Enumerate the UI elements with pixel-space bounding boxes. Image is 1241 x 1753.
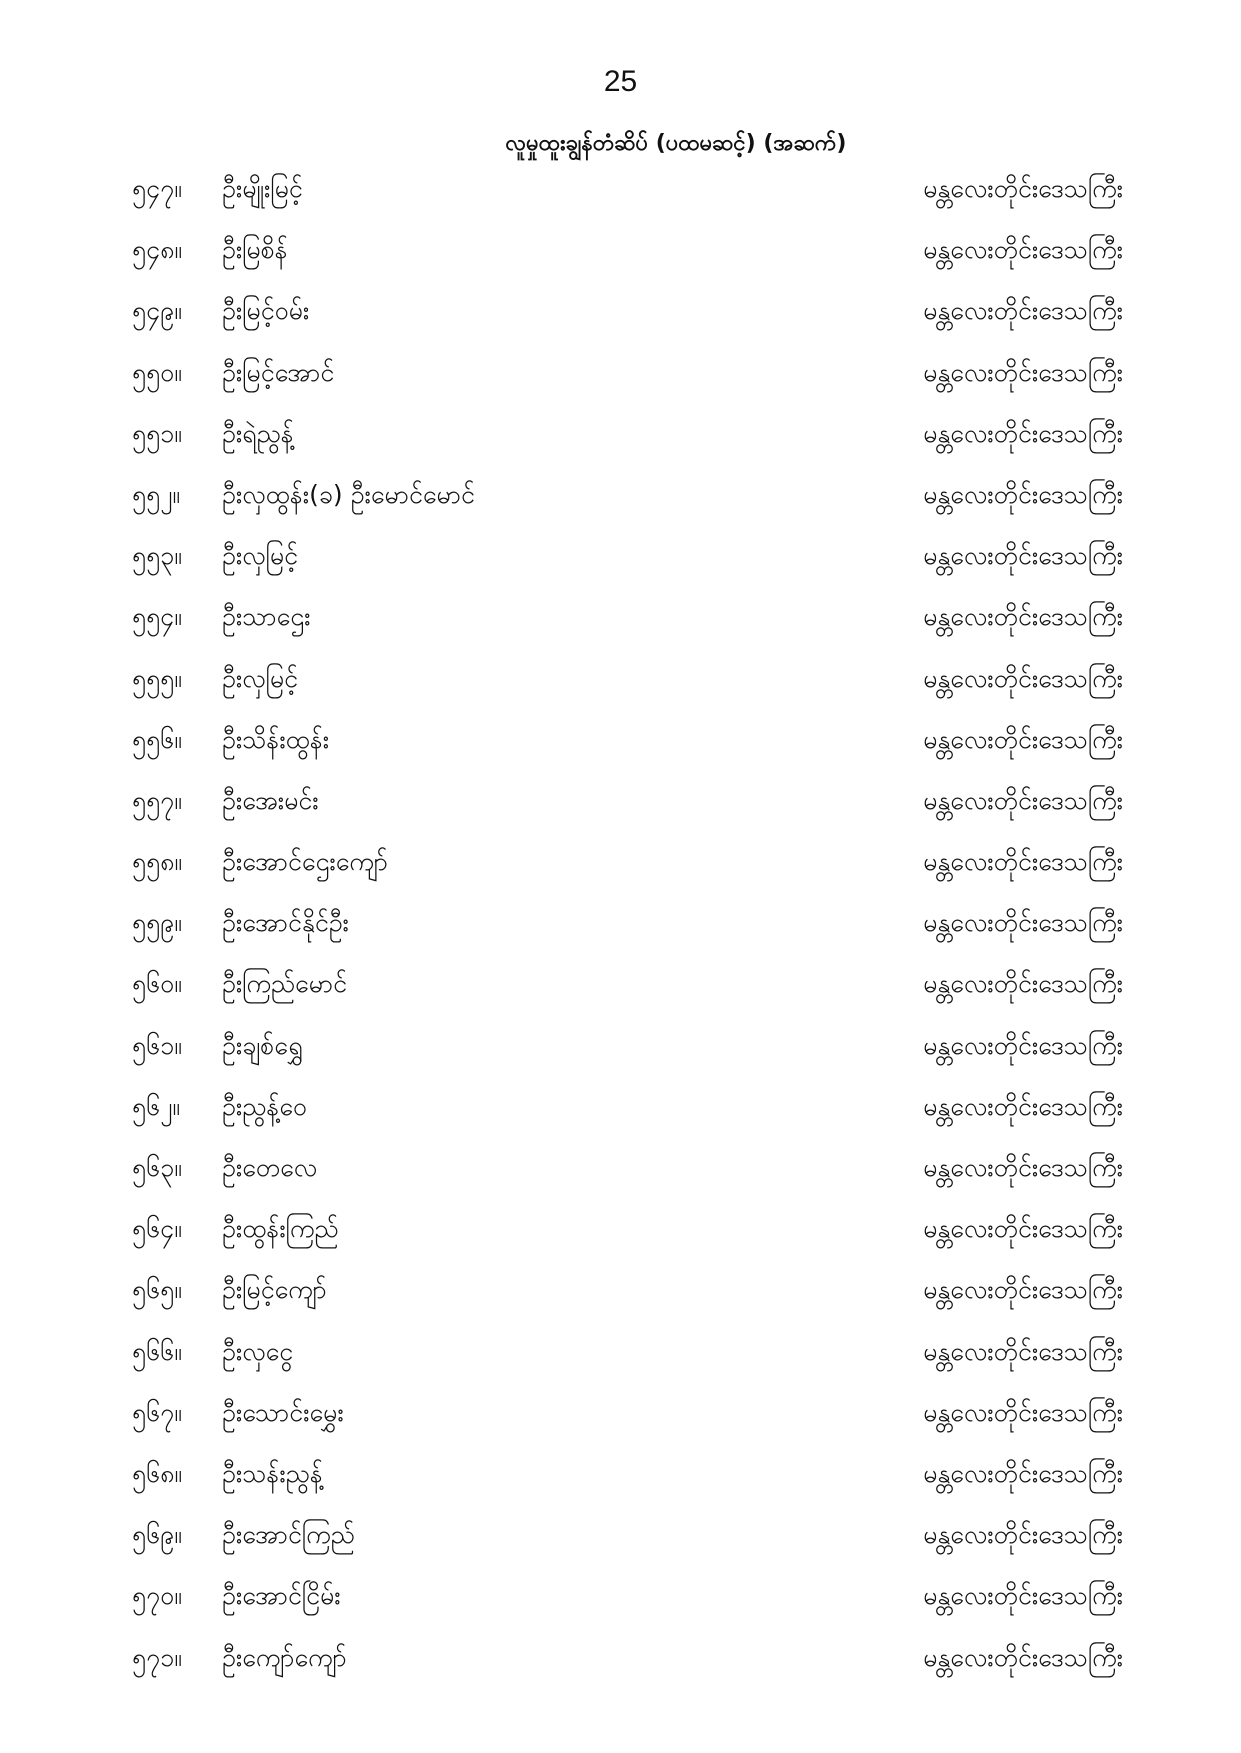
list-item — [0, 1204, 1241, 1265]
recipient-region: မန္တလေးတိုင်းဒေသကြီး — [923, 602, 1123, 632]
recipient-name: ဦးကြည်မောင် — [222, 969, 348, 999]
item-number: ၅၅၉။ — [132, 908, 182, 938]
item-number: ၅၅၇။ — [132, 785, 182, 815]
recipient-region: မန္တလေးတိုင်းဒေသကြီး — [923, 479, 1123, 509]
list-item — [0, 1449, 1241, 1510]
list-item — [0, 470, 1241, 531]
list-item — [0, 225, 1241, 286]
list-item — [0, 1265, 1241, 1326]
recipient-region: မန္တလေးတိုင်းဒေသကြီး — [923, 663, 1123, 693]
item-number: ၅၆၈။ — [132, 1458, 182, 1488]
item-number: ၅၅၄။ — [132, 602, 182, 632]
item-number: ၅၆၆။ — [132, 1336, 182, 1366]
item-number: ၅၆၀။ — [132, 969, 182, 999]
item-number: ၅၆၅။ — [132, 1275, 182, 1305]
recipient-name: ဦးအောင်ကြည် — [222, 1520, 355, 1550]
list-item — [0, 1571, 1241, 1632]
recipient-region: မန္တလေးတိုင်းဒေသကြီး — [923, 724, 1123, 754]
item-number: ၅၆၇။ — [132, 1397, 182, 1427]
recipient-name: ဦးလှငွေ — [222, 1336, 294, 1366]
recipient-region: မန္တလေးတိုင်းဒေသကြီး — [923, 418, 1123, 448]
recipient-region: မန္တလေးတိုင်းဒေသကြီး — [923, 1336, 1123, 1366]
list-item — [0, 654, 1241, 715]
recipient-name: ဦးကျော်ကျော် — [222, 1642, 347, 1672]
recipient-name: ဦးမျိုးမြင့် — [222, 174, 303, 203]
recipient-name: ဦးသိန်းထွန်း — [222, 724, 330, 754]
recipient-region: မန္တလေးတိုင်းဒေသကြီး — [923, 357, 1123, 387]
section-heading: လူမှုထူးချွန်တံဆိပ် (ပထမဆင့်) (အဆက်) — [505, 131, 847, 156]
recipient-region: မန္တလေးတိုင်းဒေသကြီး — [923, 969, 1123, 999]
recipient-region: မန္တလေးတိုင်းဒေသကြီး — [923, 1520, 1123, 1550]
recipient-region: မန္တလေးတိုင်းဒေသကြီး — [923, 296, 1123, 326]
recipient-region: မန္တလေးတိုင်းဒေသကြီး — [923, 1275, 1123, 1305]
list-item — [0, 409, 1241, 470]
page-number: 25 — [603, 65, 638, 98]
list-item — [0, 837, 1241, 898]
list-item — [0, 592, 1241, 653]
award-recipient-list — [0, 164, 1241, 1694]
recipient-region: မန္တလေးတိုင်းဒေသကြီး — [923, 1214, 1123, 1244]
recipient-name: ဦးညွန့်ဝေ — [222, 1091, 307, 1121]
recipient-name: ဦးရဲညွန့် — [222, 418, 294, 448]
recipient-region: မန္တလေးတိုင်းဒေသကြီး — [923, 1642, 1123, 1672]
item-number: ၅၅၂။ — [132, 479, 180, 509]
recipient-region: မန္တလေးတိုင်းဒေသကြီး — [923, 174, 1123, 203]
list-item — [0, 164, 1241, 225]
recipient-name: ဦးမြင့်ဝမ်း — [222, 296, 310, 326]
recipient-name: ဦးလှမြင့် — [222, 663, 299, 693]
list-item — [0, 531, 1241, 592]
list-item — [0, 348, 1241, 409]
recipient-region: မန္တလေးတိုင်းဒေသကြီး — [923, 1397, 1123, 1427]
item-number: ၅၄၇။ — [132, 174, 182, 203]
item-number: ၅၄၉။ — [132, 296, 182, 326]
item-number: ၅၄၈။ — [132, 235, 182, 265]
recipient-region: မန္တလေးတိုင်းဒေသကြီး — [923, 1458, 1123, 1488]
list-item — [0, 1510, 1241, 1571]
recipient-region: မန္တလေးတိုင်းဒေသကြီး — [923, 847, 1123, 877]
recipient-name: ဦးအောင်နိုင်ဦး — [222, 908, 349, 938]
item-number: ၅၅၃။ — [132, 541, 182, 571]
recipient-name: ဦးမြင့်အောင် — [222, 357, 335, 387]
recipient-name: ဦးထွန်းကြည် — [222, 1214, 339, 1244]
list-item — [0, 286, 1241, 347]
recipient-name: ဦးသောင်းမွှေး — [222, 1397, 344, 1427]
item-number: ၅၆၁။ — [132, 1030, 182, 1060]
recipient-name: ဦးအောင်ဌေးကျော် — [222, 847, 388, 877]
recipient-region: မန္တလေးတိုင်းဒေသကြီး — [923, 785, 1123, 815]
item-number: ၅၇၁။ — [132, 1642, 182, 1672]
list-item — [0, 1082, 1241, 1143]
recipient-name: ဦးအောင်ငြိမ်း — [222, 1581, 341, 1611]
recipient-name: ဦးလှမြင့် — [222, 541, 299, 571]
recipient-region: မန္တလေးတိုင်းဒေသကြီး — [923, 1030, 1123, 1060]
list-item — [0, 1388, 1241, 1449]
recipient-region: မန္တလေးတိုင်းဒေသကြီး — [923, 1091, 1123, 1121]
recipient-name: ဦးတေလေ — [222, 1153, 318, 1182]
item-number: ၅၅၀။ — [132, 357, 182, 387]
recipient-region: မန္တလေးတိုင်းဒေသကြီး — [923, 1153, 1123, 1182]
recipient-name: ဦးလှထွန်း(ခ) ဦးမောင်မောင် — [222, 479, 475, 509]
recipient-name: ဦးမြင့်ကျော် — [222, 1275, 327, 1305]
list-item — [0, 898, 1241, 959]
list-item — [0, 1143, 1241, 1204]
recipient-name: ဦးအေးမင်း — [222, 785, 319, 815]
recipient-name: ဦးချစ်ရွှေ — [222, 1030, 303, 1060]
item-number: ၅၆၉။ — [132, 1520, 182, 1550]
recipient-region: မန္တလေးတိုင်းဒေသကြီး — [923, 908, 1123, 938]
recipient-name: ဦးသာဌေး — [222, 602, 311, 632]
item-number: ၅၆၂။ — [132, 1091, 180, 1121]
list-item — [0, 715, 1241, 776]
recipient-region: မန္တလေးတိုင်းဒေသကြီး — [923, 235, 1123, 265]
list-item — [0, 1021, 1241, 1082]
item-number: ၅၆၄။ — [132, 1214, 182, 1244]
list-item — [0, 776, 1241, 837]
item-number: ၅၅၆။ — [132, 724, 182, 754]
recipient-region: မန္တလေးတိုင်းဒေသကြီး — [923, 541, 1123, 571]
item-number: ၅၇၀။ — [132, 1581, 182, 1611]
recipient-region: မန္တလေးတိုင်းဒေသကြီး — [923, 1581, 1123, 1611]
list-item — [0, 959, 1241, 1020]
list-item — [0, 1327, 1241, 1388]
recipient-name: ဦးသန်းညွန့် — [222, 1458, 323, 1488]
item-number: ၅၅၈။ — [132, 847, 182, 877]
recipient-name: ဦးမြစိန် — [222, 235, 288, 265]
item-number: ၅၅၁။ — [132, 418, 182, 448]
item-number: ၅၆၃။ — [132, 1153, 182, 1182]
item-number: ၅၅၅။ — [132, 663, 182, 693]
list-item — [0, 1633, 1241, 1694]
